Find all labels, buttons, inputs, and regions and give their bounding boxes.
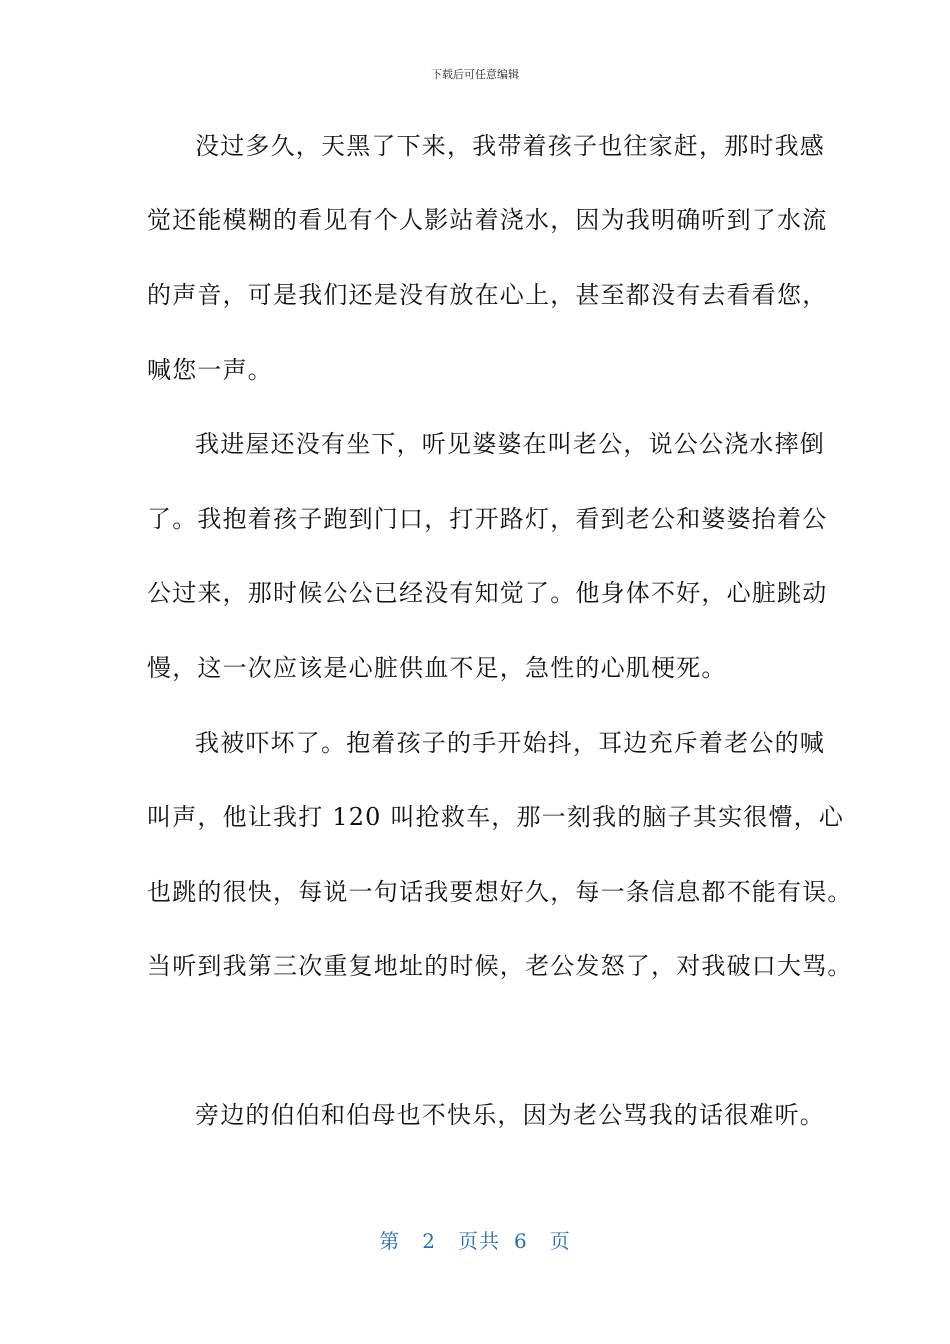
paragraph-line: 的声音，可是我们还是没有放在心上，甚至都没有去看看您， <box>147 281 828 309</box>
page-footer <box>0 1225 950 1254</box>
paragraph-line: 我进屋还没有坐下，听见婆婆在叫老公，说公公浇水摔倒 <box>195 430 825 458</box>
paragraph-line: 没过多久，天黑了下来，我带着孩子也往家赶，那时我感 <box>195 132 825 160</box>
paragraph-line: 了。我抱着孩子跑到门口，打开路灯，看到老公和婆婆抬着公 <box>147 505 828 533</box>
paragraph-line: 叫声，他让我打 120 叫抢救车，那一刻我的脑子其实很懵，心 <box>147 803 845 831</box>
paragraph-line: 也跳的很快，每说一句话我要想好久，每一条信息都不能有误。 <box>147 878 853 906</box>
paragraph-line: 我被吓坏了。抱着孩子的手开始抖，耳边充斥着老公的喊 <box>195 729 825 757</box>
paragraph-line: 旁边的伯伯和伯母也不快乐，因为老公骂我的话很难听。 <box>195 1101 825 1129</box>
paragraph-line: 慢，这一次应该是心脏供血不足，急性的心肌梗死。 <box>147 654 727 682</box>
footer-page-number: 2 <box>422 1229 436 1253</box>
paragraph-line: 公过来，那时候公公已经没有知觉了。他身体不好，心脏跳动 <box>147 579 828 607</box>
paragraph-line: 当听到我第三次重复地址的时候，老公发怒了，对我破口大骂。 <box>147 952 853 980</box>
page-header: 下载后可任意编辑 <box>431 68 519 81</box>
footer-prefix: 第 <box>379 1229 401 1253</box>
footer-middle: 页共 <box>458 1229 500 1253</box>
footer-suffix: 页 <box>549 1229 571 1253</box>
paragraph-line: 觉还能模糊的看见有个人影站着浇水，因为我明确听到了水流 <box>147 206 828 234</box>
footer-total-pages: 6 <box>514 1229 528 1253</box>
paragraph-line: 喊您一声。 <box>147 356 273 384</box>
